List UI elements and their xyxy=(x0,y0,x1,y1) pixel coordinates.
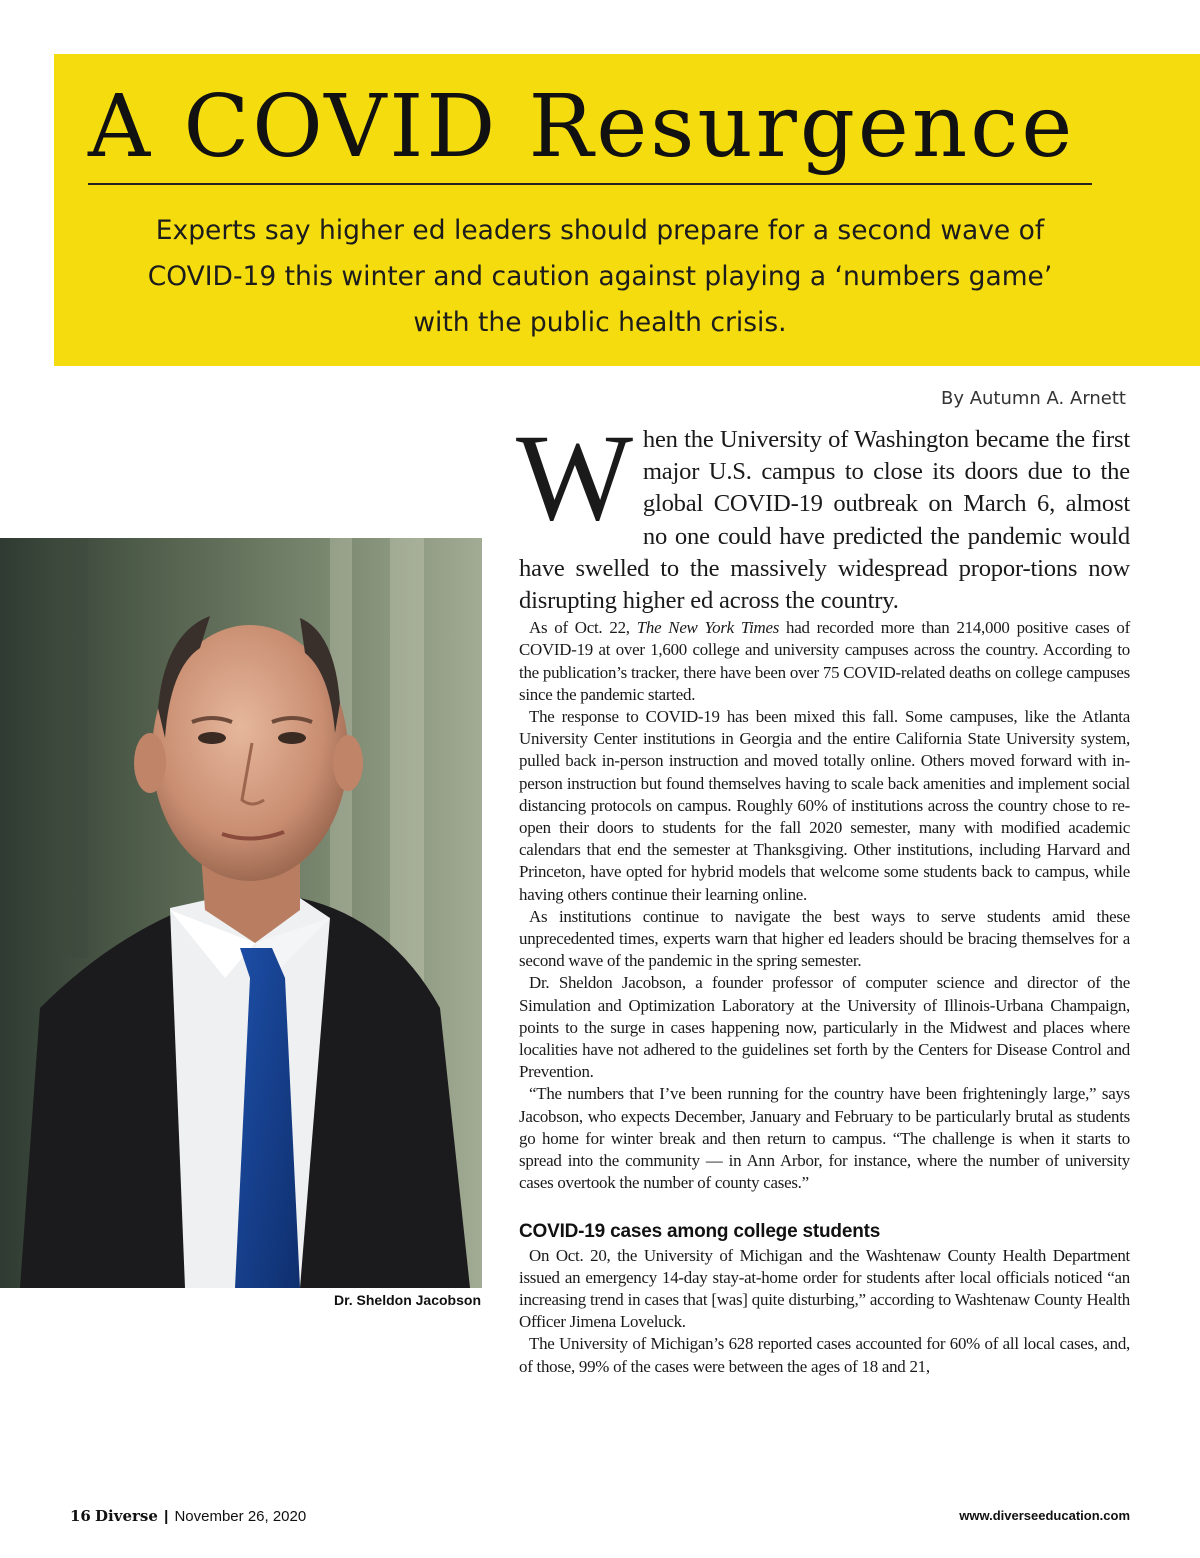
magazine-name: Diverse xyxy=(95,1507,158,1525)
article-deck xyxy=(60,208,1140,346)
paragraph xyxy=(519,617,1130,706)
paragraph-text: had recorded more than 214,000 positive cases of COVID-19 at over 1,600 college and university campuses across the country. According to the publication’s tracker, there have been over 75 COVID-related deaths on college campuses since the pandemic started. xyxy=(519,618,1130,704)
publication-name: The New York Times xyxy=(636,618,780,638)
photo-caption: Dr. Sheldon Jacobson xyxy=(333,1292,481,1308)
paragraph: “The numbers that I’ve been running for the country have been frighteningly large,” says Jacobson, who expects December, January and February to be particularly brutal as students go home for winter break and then return to campus. “The challenge is when it starts to spread into the community — in Ann Arbor, for instance, where the number of university cases overtook the number of county cases.” xyxy=(519,1084,1130,1193)
deck-line: with the public health crisis. xyxy=(413,307,787,338)
byline: By Autumn A. Arnett xyxy=(940,388,1126,409)
paragraph: The response to COVID-19 has been mixed this fall. Some campuses, like the Atlanta University Center institutions in Georgia and the entire California State University system, pulled back in-person instruction and moved totally online. Others moved forward with in-person instruction but found themselves having to scale back amenities and implement social distancing protocols on campus. Roughly 60% of institutions across the country chose to re-open their doors to students for the fall 2020 semester, many with modified academic calendars that end the semester at Thanksgiving. Other institutions, including Harvard and Princeton, have opted for hybrid models that welcome some students back to campus, while having others continue their learning online. xyxy=(519,707,1130,904)
page-footer-left xyxy=(70,1507,306,1525)
article-body xyxy=(516,409,1130,1378)
footer-separator: | xyxy=(164,1508,169,1525)
paragraph-text: As of Oct. 22, xyxy=(529,618,637,638)
issue-date: November 26, 2020 xyxy=(174,1508,307,1525)
deck-line: Experts say higher ed leaders should prepare for a second wave of xyxy=(155,215,1045,246)
paragraph: Dr. Sheldon Jacobson, a founder professor of computer science and director of the Simulation and Optimization Laboratory at the University of Illinois-Urbana Champaign, points to the surge in cases happening now, particularly in the Midwest and places where localities have not adhered to the guidelines set forth by the Centers for Disease Control and Prevention. xyxy=(519,973,1130,1082)
lead-paragraph xyxy=(516,409,1130,617)
section-subhead: COVID-19 cases among college students xyxy=(519,1220,881,1242)
drop-cap: W xyxy=(516,409,633,546)
paragraph: As institutions continue to navigate the best ways to serve students amid these unprecedented times, experts warn that higher ed leaders should be bracing themselves for a second wave of the pandemic in the spring semester. xyxy=(519,906,1130,971)
article-title: A COVID Resurgence xyxy=(88,77,1076,177)
lead-text: hen the University of Washington became the first major U.S. campus to close its doors due to the global COVID-19 outbreak on March 6, almost no one could have predicted the pandemic would have swelled to the massively widespread propor-tions now disrupting higher ed across the country. xyxy=(519,426,1130,615)
paragraph: The University of Michigan’s 628 reported cases accounted for 60% of all local cases, and, of those, 99% of the cases were between the ages of 18 and 21, xyxy=(519,1334,1130,1376)
portrait-photo xyxy=(0,538,482,1288)
deck-line: COVID-19 this winter and caution against playing a ‘numbers game’ xyxy=(147,261,1053,292)
title-divider xyxy=(88,183,1092,185)
website-url[interactable]: www.diverseeducation.com xyxy=(959,1508,1130,1523)
paragraph: On Oct. 20, the University of Michigan and the Washtenaw County Health Department issued an emergency 14-day stay-at-home order for students after local officials noticed “an increasing trend in cases that [was] quite disturbing,” according to Washtenaw County Health Officer Jimena Loveluck. xyxy=(519,1245,1130,1332)
page-number: 16 xyxy=(70,1507,91,1525)
